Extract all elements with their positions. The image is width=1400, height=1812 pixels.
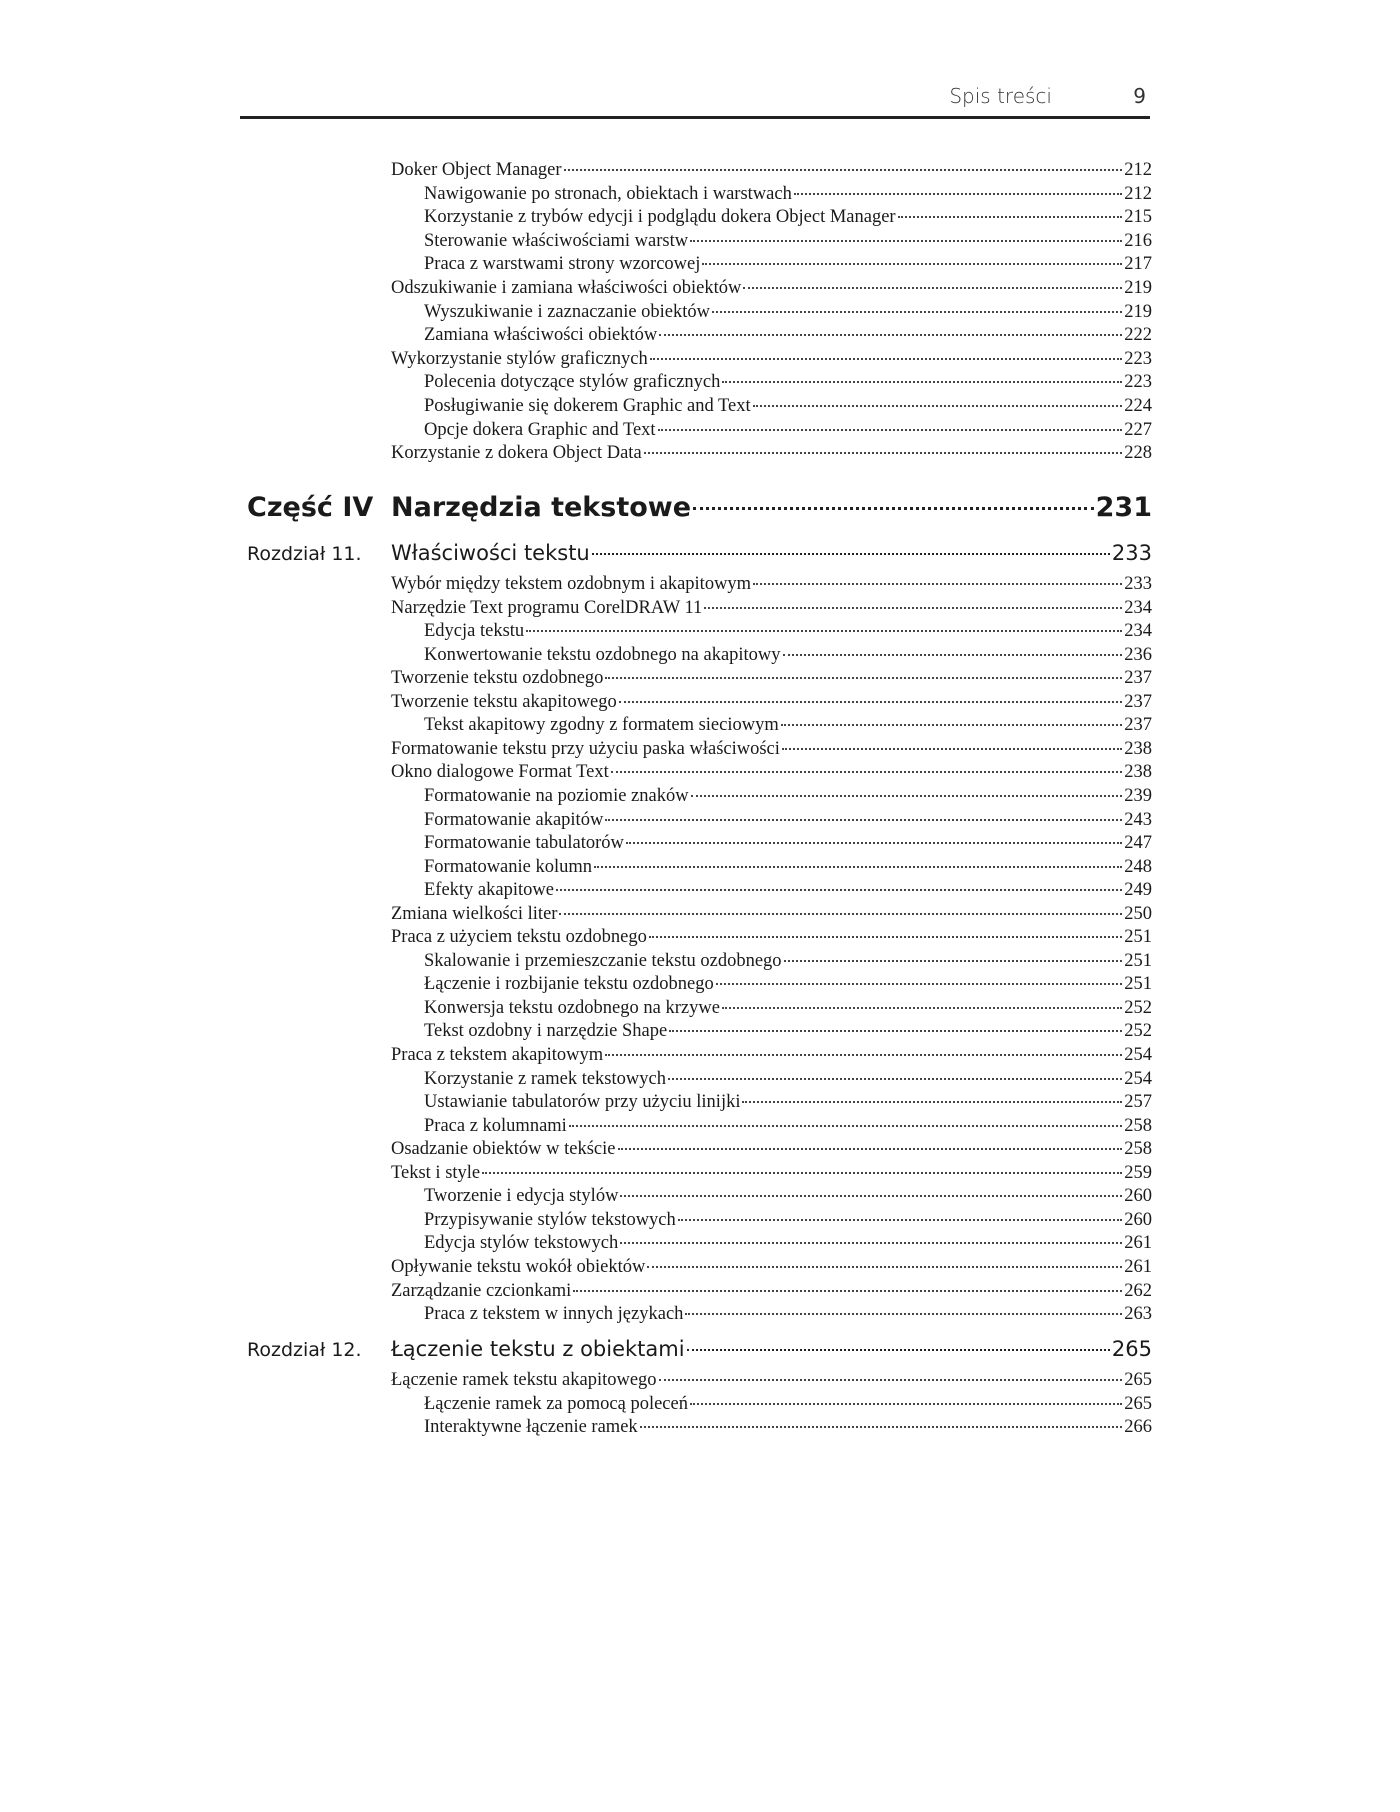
toc-entry[interactable] xyxy=(424,207,1152,228)
toc-entry[interactable] xyxy=(424,1394,1152,1415)
toc-entry-page: 251 xyxy=(1124,950,1152,971)
toc-entry[interactable] xyxy=(424,715,1152,736)
toc-entry-title: Formatowanie akapitów xyxy=(424,809,604,830)
toc-entry-title: Praca z warstwami strony wzorcowej xyxy=(424,254,701,275)
toc-entry[interactable] xyxy=(424,372,1152,393)
toc-entry-title: Formatowanie kolumn xyxy=(424,856,593,877)
toc-entry[interactable] xyxy=(424,1417,1152,1438)
dot-leader xyxy=(640,1426,1123,1428)
toc-entry[interactable] xyxy=(424,1304,1152,1325)
toc-entry-page: 212 xyxy=(1124,160,1152,180)
dot-leader xyxy=(647,1266,1122,1268)
toc-entry-title: Zarządzanie czcionkami xyxy=(391,1280,572,1301)
toc-entry-page: 223 xyxy=(1124,372,1152,393)
dot-leader xyxy=(722,1007,1122,1009)
toc-entry[interactable] xyxy=(424,1210,1152,1231)
toc-entry[interactable] xyxy=(391,692,1152,713)
toc-entry-title: Konwertowanie tekstu ozdobnego na akapitowy xyxy=(424,644,781,665)
toc-entry-page: 222 xyxy=(1124,325,1152,346)
toc-entry[interactable] xyxy=(391,1281,1152,1302)
toc-entry-page: 238 xyxy=(1124,738,1152,759)
toc-entry-title: Korzystanie z trybów edycji i podglądu dokera Object Manager xyxy=(424,207,896,228)
dot-leader xyxy=(693,507,1094,510)
dot-leader xyxy=(668,1078,1122,1080)
dot-leader xyxy=(702,263,1122,265)
dot-leader xyxy=(526,630,1122,632)
dot-leader xyxy=(619,701,1122,703)
toc-entry-page: 260 xyxy=(1124,1209,1152,1230)
dot-leader xyxy=(605,677,1122,679)
dot-leader xyxy=(594,866,1122,868)
toc-entry[interactable] xyxy=(424,302,1152,323)
toc-entry[interactable] xyxy=(391,574,1152,595)
toc-entry-title: Interaktywne łączenie ramek xyxy=(424,1417,638,1438)
toc-entry[interactable] xyxy=(424,1233,1152,1254)
dot-leader xyxy=(782,748,1122,750)
toc-entry-title: Tworzenie tekstu akapitowego xyxy=(391,691,617,712)
toc-entry-page: 259 xyxy=(1124,1162,1152,1183)
toc-entry-title: Korzystanie z ramek tekstowych xyxy=(424,1068,666,1089)
toc-entry[interactable] xyxy=(424,951,1152,972)
toc-entry[interactable] xyxy=(424,1186,1152,1207)
toc-entry-page: 216 xyxy=(1124,230,1152,251)
toc-entry[interactable] xyxy=(391,1257,1152,1278)
toc-entry-title: Osadzanie obiektów w tekście xyxy=(391,1139,616,1160)
toc-entry-page: 266 xyxy=(1124,1417,1152,1438)
toc-entry-page: 261 xyxy=(1124,1233,1152,1254)
toc-entry-title: Edycja stylów tekstowych xyxy=(424,1233,619,1254)
dot-leader xyxy=(783,654,1123,656)
toc-entry-page: 233 xyxy=(1124,574,1152,594)
part-label: Część IV xyxy=(247,492,374,523)
toc-entry-title: Zamiana właściwości obiektów xyxy=(424,325,658,346)
toc-entry[interactable] xyxy=(424,621,1152,642)
toc-entry-title: Efekty akapitowe xyxy=(424,880,554,901)
dot-leader xyxy=(716,983,1123,985)
toc-entry[interactable] xyxy=(424,184,1152,205)
dot-leader xyxy=(569,1125,1122,1127)
toc-entry-page: 223 xyxy=(1124,348,1152,369)
dot-leader xyxy=(898,216,1123,218)
dot-leader xyxy=(659,334,1122,336)
dot-leader xyxy=(658,429,1123,431)
dot-leader xyxy=(620,1242,1122,1244)
dot-leader xyxy=(592,553,1110,555)
toc-entry[interactable] xyxy=(424,645,1152,666)
toc-entry-page: 228 xyxy=(1124,443,1152,464)
toc-entry-page: 252 xyxy=(1124,997,1152,1018)
toc-entry[interactable] xyxy=(391,443,1152,464)
toc-entry-title: Doker Object Manager xyxy=(391,160,562,180)
toc-entry-title: Wykorzystanie stylów graficznych xyxy=(391,348,648,369)
toc-entry-title: Łączenie i rozbijanie tekstu ozdobnego xyxy=(424,974,714,995)
toc-entry-page: 243 xyxy=(1124,809,1152,830)
chapter-12-title-row[interactable] xyxy=(391,1337,1152,1361)
toc-entry-title: Ustawianie tabulatorów przy użyciu linijki xyxy=(424,1092,741,1113)
toc-entry[interactable] xyxy=(424,1021,1152,1042)
toc-entry[interactable] xyxy=(424,1092,1152,1113)
toc-entry-page: 227 xyxy=(1124,419,1152,440)
toc-entry-title: Opływanie tekstu wokół obiektów xyxy=(391,1256,646,1277)
toc-entry-page: 234 xyxy=(1124,597,1152,618)
toc-entry-title: Nawigowanie po stronach, obiektach i warstwach xyxy=(424,183,792,204)
toc-entry[interactable] xyxy=(391,1139,1152,1160)
toc-entry-page: 236 xyxy=(1124,644,1152,665)
toc-entry-title: Narzędzie Text programu CorelDRAW 11 xyxy=(391,597,703,618)
toc-entry-page: 237 xyxy=(1124,691,1152,712)
dot-leader xyxy=(559,913,1122,915)
toc-entry-title: Formatowanie na poziomie znaków xyxy=(424,785,689,806)
toc-entry-page: 219 xyxy=(1124,301,1152,322)
chapter-12-title: Łączenie tekstu z obiektami xyxy=(391,1337,685,1361)
toc-entry-page: 257 xyxy=(1124,1092,1152,1113)
dot-leader xyxy=(626,842,1122,844)
toc-entry-title: Formatowanie tabulatorów xyxy=(424,833,624,854)
toc-entry-title: Edycja tekstu xyxy=(424,621,525,642)
toc-entry-page: 239 xyxy=(1124,785,1152,806)
toc-entry-title: Odszukiwanie i zamiana właściwości obiektów xyxy=(391,278,742,298)
dot-leader xyxy=(669,1030,1122,1032)
toc-entry[interactable] xyxy=(391,1045,1152,1066)
toc-entry-title: Praca z tekstem w innych językach xyxy=(424,1304,684,1325)
toc-entry[interactable] xyxy=(424,833,1152,854)
dot-leader xyxy=(794,193,1122,195)
toc-entry[interactable] xyxy=(424,998,1152,1019)
toc-entry[interactable] xyxy=(424,325,1152,346)
toc-entry-title: Tekst ozdobny i narzędzie Shape xyxy=(424,1021,668,1042)
toc-entry-page: 249 xyxy=(1124,880,1152,901)
toc-entry[interactable] xyxy=(424,810,1152,831)
toc-entry-page: 248 xyxy=(1124,856,1152,877)
dot-leader xyxy=(573,1290,1122,1292)
dot-leader xyxy=(650,358,1122,360)
toc-entry[interactable] xyxy=(391,904,1152,925)
dot-leader xyxy=(618,1148,1123,1150)
part-page: 231 xyxy=(1095,492,1152,523)
toc-entry-page: 219 xyxy=(1124,278,1152,298)
page-number: 9 xyxy=(1133,84,1146,108)
dot-leader xyxy=(691,795,1123,797)
dot-leader xyxy=(685,1313,1122,1315)
dot-leader xyxy=(690,240,1122,242)
toc-entry-page: 250 xyxy=(1124,903,1152,924)
dot-leader xyxy=(482,1172,1122,1174)
toc-entry-title: Polecenia dotyczące stylów graficznych xyxy=(424,372,721,393)
dot-leader xyxy=(781,724,1123,726)
toc-entry-title: Praca z użyciem tekstu ozdobnego xyxy=(391,927,647,948)
toc-entry[interactable] xyxy=(391,668,1152,689)
dot-leader xyxy=(556,889,1122,891)
chapter-11-title: Właściwości tekstu xyxy=(391,541,590,565)
toc-entry-page: 251 xyxy=(1124,974,1152,995)
toc-entry[interactable] xyxy=(391,598,1152,619)
toc-entry[interactable] xyxy=(391,762,1152,783)
toc-entry[interactable] xyxy=(391,160,1152,181)
toc-entry[interactable] xyxy=(424,1116,1152,1137)
dot-leader xyxy=(753,583,1122,585)
toc-entry[interactable] xyxy=(391,1370,1152,1391)
toc-entry-page: 252 xyxy=(1124,1021,1152,1042)
toc-entry-title: Praca z kolumnami xyxy=(424,1115,567,1136)
toc-entry-page: 265 xyxy=(1124,1393,1152,1414)
dot-leader xyxy=(704,607,1122,609)
dot-leader xyxy=(690,1403,1122,1405)
toc-entry-title: Posługiwanie się dokerem Graphic and Text xyxy=(424,396,751,416)
toc-entry-page: 212 xyxy=(1124,183,1152,204)
toc-entry[interactable] xyxy=(391,278,1152,299)
toc-entry-page: 237 xyxy=(1124,715,1152,736)
toc-entry-title: Okno dialogowe Format Text xyxy=(391,762,609,783)
dot-leader xyxy=(784,960,1123,962)
toc-entry-title: Sterowanie właściwościami warstw xyxy=(424,230,689,251)
toc-entry-title: Wybór między tekstem ozdobnym i akapitowym xyxy=(391,574,752,594)
toc-entry-title: Tekst akapitowy zgodny z formatem sieciowym xyxy=(424,715,779,736)
toc-entry[interactable] xyxy=(424,786,1152,807)
toc-entry-page: 265 xyxy=(1124,1370,1152,1390)
toc-entry-page: 258 xyxy=(1124,1115,1152,1136)
chapter-12-label: Rozdział 12. xyxy=(247,1339,362,1361)
toc-entry-page: 238 xyxy=(1124,762,1152,783)
dot-leader xyxy=(678,1219,1122,1221)
toc-entry[interactable] xyxy=(391,739,1152,760)
toc-entry-page: 261 xyxy=(1124,1256,1152,1277)
toc-entry-page: 258 xyxy=(1124,1139,1152,1160)
toc-entry[interactable] xyxy=(424,1069,1152,1090)
toc-entry-page: 234 xyxy=(1124,621,1152,642)
dot-leader xyxy=(659,1379,1123,1381)
dot-leader xyxy=(644,452,1123,454)
toc-entry-page: 260 xyxy=(1124,1186,1152,1207)
toc-entry-title: Łączenie ramek za pomocą poleceń xyxy=(424,1393,688,1414)
dot-leader xyxy=(649,936,1122,938)
dot-leader xyxy=(611,771,1122,773)
toc-entry-page: 247 xyxy=(1124,833,1152,854)
chapter-12-page: 265 xyxy=(1111,1337,1152,1361)
toc-entry-title: Tekst i style xyxy=(391,1162,481,1183)
toc-entry-title: Wyszukiwanie i zaznaczanie obiektów xyxy=(424,301,711,322)
dot-leader xyxy=(712,311,1122,313)
toc-entry-title: Przypisywanie stylów tekstowych xyxy=(424,1209,676,1230)
dot-leader xyxy=(564,169,1123,171)
dot-leader xyxy=(605,1054,1122,1056)
toc-entry-page: 237 xyxy=(1124,668,1152,689)
toc-entry-title: Tworzenie tekstu ozdobnego xyxy=(391,668,604,689)
toc-entry[interactable] xyxy=(424,857,1152,878)
toc-entry-page: 254 xyxy=(1124,1045,1152,1065)
toc-entry-page: 217 xyxy=(1124,254,1152,275)
dot-leader xyxy=(753,405,1123,407)
toc-entry-title: Korzystanie z dokera Object Data xyxy=(391,443,642,464)
chapter-11-page: 233 xyxy=(1111,541,1152,565)
toc-entry[interactable] xyxy=(424,231,1152,252)
toc-entry-page: 224 xyxy=(1124,396,1152,416)
toc-entry-title: Konwersja tekstu ozdobnego na krzywe xyxy=(424,997,720,1018)
running-header-title: Spis treści xyxy=(949,84,1052,108)
dot-leader xyxy=(605,819,1122,821)
toc-entry-title: Praca z tekstem akapitowym xyxy=(391,1045,604,1065)
toc-entry-page: 251 xyxy=(1124,927,1152,948)
dot-leader xyxy=(743,287,1122,289)
chapter-11-title-row[interactable] xyxy=(391,541,1152,565)
toc-entry-title: Formatowanie tekstu przy użyciu paska właściwości xyxy=(391,738,780,759)
toc-entry[interactable] xyxy=(424,396,1152,417)
toc-entry[interactable] xyxy=(391,1163,1152,1184)
part-title: Narzędzia tekstowe xyxy=(391,492,692,523)
running-header xyxy=(240,82,1150,119)
toc-entry-title: Zmiana wielkości liter xyxy=(391,903,558,924)
toc-entry[interactable] xyxy=(424,974,1152,995)
dot-leader xyxy=(722,381,1122,383)
toc-entry[interactable] xyxy=(424,420,1152,441)
part-title-row[interactable] xyxy=(391,492,1152,523)
chapter-11-label: Rozdział 11. xyxy=(247,543,362,565)
toc-entry-page: 254 xyxy=(1124,1068,1152,1089)
toc-entry-title: Tworzenie i edycja stylów xyxy=(424,1186,619,1207)
toc-entry-title: Opcje dokera Graphic and Text xyxy=(424,419,656,440)
dot-leader xyxy=(742,1101,1122,1103)
toc-entry-page: 262 xyxy=(1124,1280,1152,1301)
dot-leader xyxy=(687,1349,1110,1351)
toc-entry[interactable] xyxy=(424,254,1152,275)
toc-entry[interactable] xyxy=(391,927,1152,948)
toc-entry-page: 215 xyxy=(1124,207,1152,228)
toc-entry[interactable] xyxy=(391,349,1152,370)
toc-entry-title: Łączenie ramek tekstu akapitowego xyxy=(391,1370,657,1390)
toc-entry[interactable] xyxy=(424,880,1152,901)
toc-entry-page: 263 xyxy=(1124,1304,1152,1325)
toc-entry-title: Skalowanie i przemieszczanie tekstu ozdobnego xyxy=(424,950,782,971)
dot-leader xyxy=(620,1195,1122,1197)
